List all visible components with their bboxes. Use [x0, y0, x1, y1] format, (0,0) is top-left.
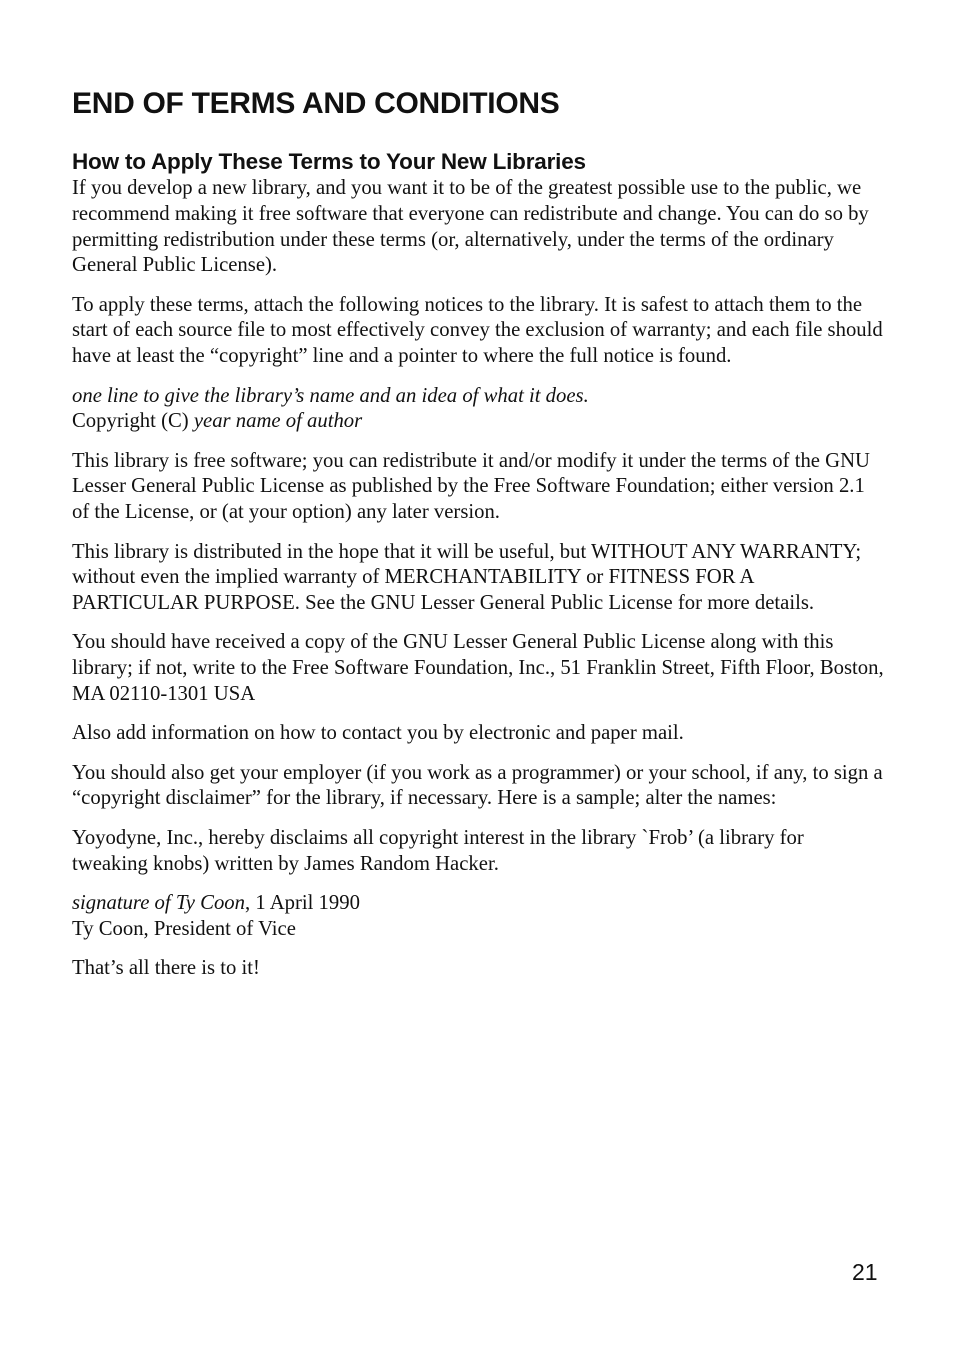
copyright-fields: year name of author [193, 410, 363, 433]
paragraph-employer-disclaimer: You should also get your employer (if you work as a programmer) or your school, if any, to sign a “copyright disclaimer” for the library, if necessary. Here is a sample; alter the names: [72, 761, 883, 810]
notice-block [72, 384, 884, 436]
copyright-prefix: Copyright (C) [72, 410, 194, 433]
paragraph-sample-disclaimer: Yoyodyne, Inc., hereby disclaims all copyright interest in the library `Frob’ (a library for tweaking knobs) written by James Random Hacker. [72, 826, 804, 875]
signature-placeholder: signature of Ty Coon [72, 891, 245, 914]
notice-description-line: one line to give the library’s name and an idea of what it does. [72, 384, 589, 407]
document-page [72, 84, 884, 995]
signatory-title: Ty Coon, President of Vice [72, 917, 296, 940]
signature-block [72, 891, 884, 943]
signature-date: , 1 April 1990 [244, 891, 360, 914]
page-heading: END OF TERMS AND CONDITIONS [72, 87, 560, 120]
paragraph-free-software: This library is free software; you can redistribute it and/or modify it under the terms of the GNU Lesser General Public License as published by the Free Software Foundation; either version 2.1 of the License, or (at your option) any later version. [72, 449, 870, 524]
paragraph-license-copy: You should have received a copy of the GNU Lesser General Public License along with this library; if not, write to the Free Software Foundation, Inc., 51 Franklin Street, Fifth Floor, Boston, MA 02110-1301 USA [72, 631, 884, 706]
section-subheading: How to Apply These Terms to Your New Libraries [72, 149, 586, 174]
paragraph-intro: If you develop a new library, and you want it to be of the greatest possible use to the public, we recommend making it free software that everyone can redistribute and change. You can do so by permitting redistribution under these terms (or, alternatively, under the terms of the ordinary General Public License). [72, 177, 869, 277]
paragraph-contact-info: Also add information on how to contact you by electronic and paper mail. [72, 722, 684, 745]
paragraph-closing: That’s all there is to it! [72, 956, 260, 979]
page-number: 21 [852, 1259, 878, 1285]
paragraph-apply-terms: To apply these terms, attach the following notices to the library. It is safest to attach them to the start of each source file to most effectively convey the exclusion of warranty; and each file should have at least the “copyright” line and a pointer to where the full notice is found. [72, 293, 883, 368]
paragraph-warranty: This library is distributed in the hope that it will be useful, but WITHOUT ANY WARRANTY; without even the implied warranty of MERCHANTABILITY or FITNESS FOR A PARTICULAR PURPOSE. See the GNU Lesser General Public License for more details. [72, 540, 862, 615]
